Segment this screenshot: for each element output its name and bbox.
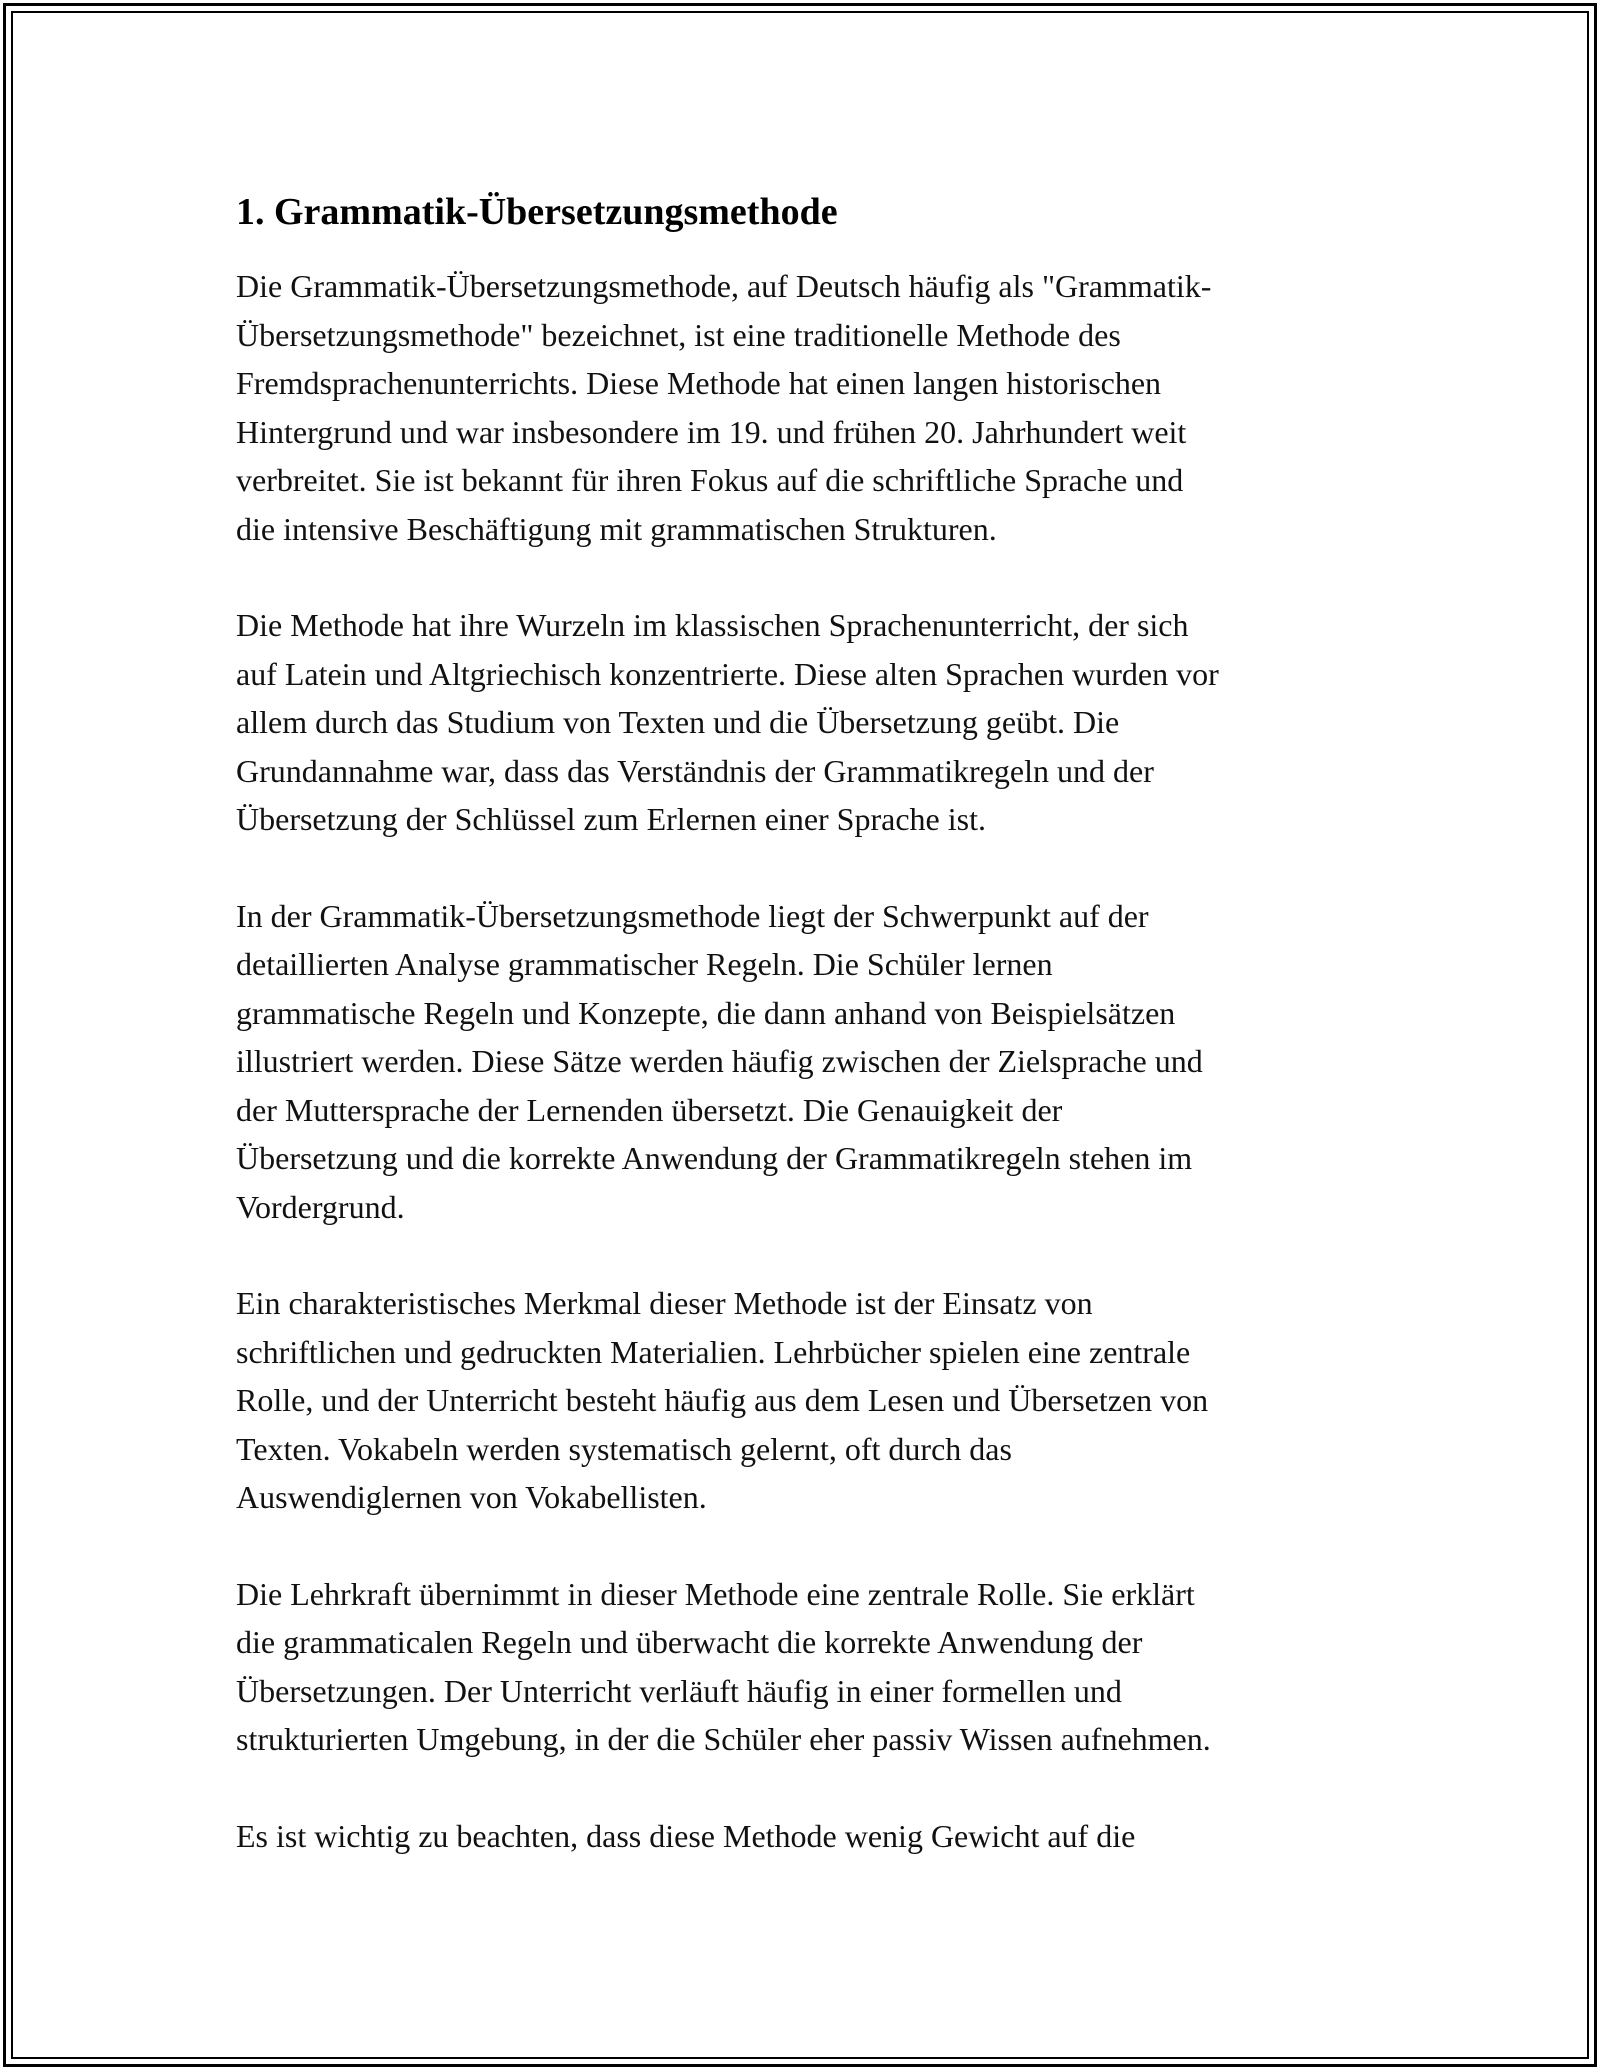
paragraph-2: Die Methode hat ihre Wurzeln im klassischen Sprachenunterricht, der sich auf Latein und Altgriechisch konzentrierte. Diese alten Sprachen wurden vor allem durch das Studium von Texten und die Übersetzung geübt. Die Grundannahme war, dass das Verständnis der Grammatikregeln und der Übersetzung der Schlüssel zum Erlernen einer Sprache ist. — [236, 607, 1219, 837]
paragraph-1: Die Grammatik-Übersetzungsmethode, auf Deutsch häufig als "Grammatik- Übersetzungsmethode" bezeichnet, ist eine traditionelle Methode des Fremdsprachenunterrichts. Diese Methode hat einen langen historischen Hintergrund und war insbesondere im 19. und frühen 20. Jahrhundert weit verbreitet. Sie ist bekannt für ihren Fokus auf die schriftliche Sprache und die intensive Beschäftigung mit grammatischen Strukturen. — [236, 268, 1212, 547]
paragraph-5: Die Lehrkraft übernimmt in dieser Methode eine zentrale Rolle. Sie erklärt die grammaticalen Regeln und überwacht die korrekte Anwendung der Übersetzungen. Der Unterricht verläuft häufig in einer formellen und strukturierten Umgebung, in der die Schüler eher passiv Wissen aufnehmen. — [236, 1575, 1211, 1757]
section-heading: 1. Grammatik-Übersetzungsmethode — [236, 191, 838, 233]
paragraph-3: In der Grammatik-Übersetzungsmethode liegt der Schwerpunkt auf der detaillierten Analyse grammatischer Regeln. Die Schüler lernen grammatische Regeln und Konzepte, die dann anhand von Beispielsätzen illustriert werden. Diese Sätze werden häufig zwischen der Zielsprache und der Muttersprache der Lernenden übersetzt. Die Genauigkeit der Übersetzung und die korrekte Anwendung der Grammatikregeln stehen im Vordergrund. — [236, 897, 1203, 1225]
document-body — [236, 186, 1376, 1908]
paragraph-6: Es ist wichtig zu beachten, dass diese Methode wenig Gewicht auf die — [236, 1817, 1136, 1854]
paragraph-4: Ein charakteristisches Merkmal dieser Methode ist der Einsatz von schriftlichen und gedruckten Materialien. Lehrbücher spielen eine zentrale Rolle, und der Unterricht besteht häufig aus dem Lesen und Übersetzen von Texten. Vokabeln werden systematisch gelernt, oft durch das Auswendiglernen von Vokabellisten. — [236, 1285, 1209, 1515]
